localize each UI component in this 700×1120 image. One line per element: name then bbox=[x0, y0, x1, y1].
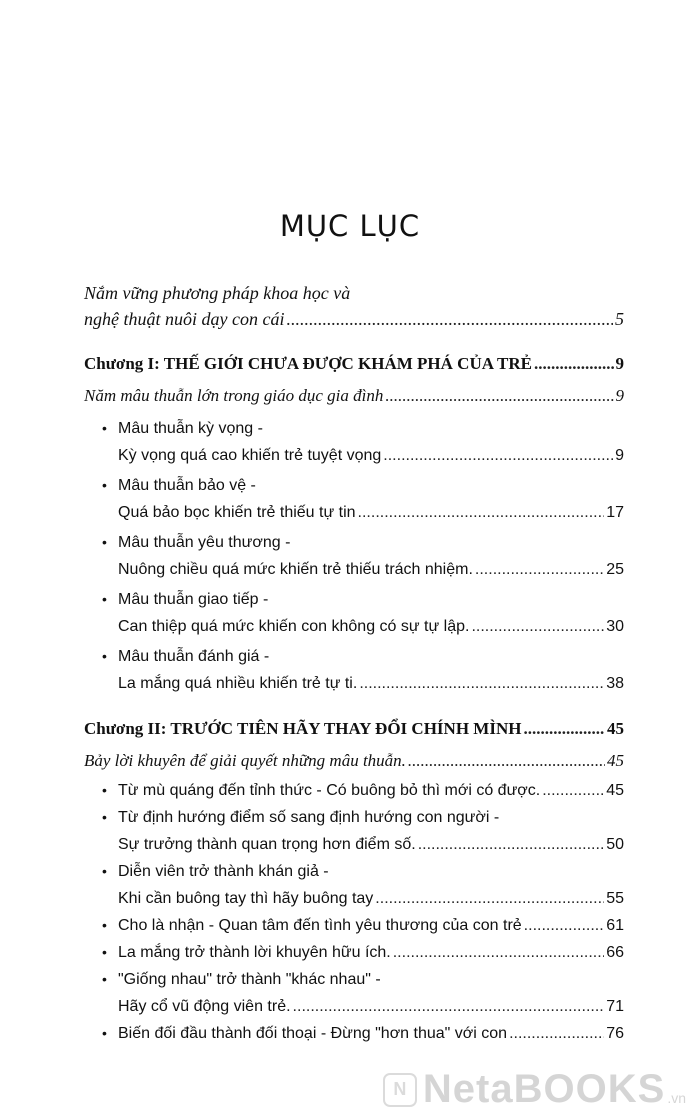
dot-leader bbox=[286, 306, 613, 332]
item-line1: Mâu thuẫn yêu thương - bbox=[118, 534, 291, 551]
bullet-icon: • bbox=[102, 917, 107, 933]
toc-item[interactable] bbox=[84, 939, 624, 966]
chapter-title: Chương II: TRƯỚC TIÊN HÃY THAY ĐỔI CHÍNH MÌNH bbox=[84, 719, 522, 738]
table-of-contents bbox=[84, 280, 624, 1047]
page-number: 9 bbox=[615, 386, 624, 405]
item-line2: Sự trưởng thành quan trọng hơn điểm số. bbox=[118, 836, 416, 853]
item-line1: Mâu thuẫn bảo vệ - bbox=[118, 477, 256, 494]
item-line2: Từ mù quáng đến tỉnh thức - Có buông bỏ thì mới có được. bbox=[118, 782, 541, 799]
item-line1: Từ định hướng điểm số sang định hướng con người - bbox=[118, 809, 500, 826]
bullet-icon: • bbox=[102, 944, 107, 960]
toc-item[interactable] bbox=[84, 415, 624, 469]
bullet-icon: • bbox=[102, 971, 107, 987]
item-line1: Mâu thuẫn kỳ vọng - bbox=[118, 420, 263, 437]
item-line2: La mắng trở thành lời khuyên hữu ích. bbox=[118, 944, 391, 961]
page-number: 38 bbox=[606, 675, 624, 692]
page-number: 45 bbox=[607, 719, 624, 738]
dot-leader bbox=[375, 885, 604, 912]
dot-leader bbox=[393, 939, 604, 966]
bullet-icon: • bbox=[102, 863, 107, 879]
toc-item[interactable] bbox=[84, 472, 624, 526]
item-line1: Mâu thuẫn đánh giá - bbox=[118, 648, 270, 665]
bullet-icon: • bbox=[102, 648, 107, 664]
page-number: 9 bbox=[615, 447, 624, 464]
dot-leader bbox=[542, 777, 604, 804]
toc-item[interactable] bbox=[84, 777, 624, 804]
toc-intro-line2: nghệ thuật nuôi dạy con cái bbox=[84, 309, 285, 329]
toc-intro-line2-row bbox=[84, 306, 624, 332]
section-title: Bảy lời khuyên để giải quyết những mâu thuẫn. bbox=[84, 751, 406, 770]
netabooks-watermark bbox=[383, 1067, 686, 1112]
item-line1: Diễn viên trở thành khán giả - bbox=[118, 863, 329, 880]
dot-leader bbox=[471, 613, 604, 640]
toc-item[interactable] bbox=[84, 858, 624, 912]
bullet-icon: • bbox=[102, 477, 107, 493]
chapter-title: Chương I: THẾ GIỚI CHƯA ĐƯỢC KHÁM PHÁ CỦA TRẺ bbox=[84, 354, 532, 373]
page-number: 45 bbox=[607, 751, 624, 770]
item-line2: Hãy cổ vũ động viên trẻ. bbox=[118, 998, 291, 1015]
toc-item[interactable] bbox=[84, 643, 624, 697]
page-number: 9 bbox=[615, 354, 624, 373]
toc-chapter-2[interactable] bbox=[84, 719, 624, 745]
page-number: 66 bbox=[606, 944, 624, 961]
toc-item[interactable] bbox=[84, 586, 624, 640]
toc-section-1[interactable] bbox=[84, 386, 624, 412]
dot-leader bbox=[358, 499, 605, 526]
bullet-icon: • bbox=[102, 591, 107, 607]
bullet-icon: • bbox=[102, 420, 107, 436]
watermark-brand: NetaBOOKS bbox=[422, 1067, 666, 1111]
toc-intro-entry[interactable] bbox=[84, 280, 624, 332]
dot-leader bbox=[524, 912, 605, 939]
toc-section-2[interactable] bbox=[84, 751, 624, 777]
item-line1: "Giống nhau" trở thành "khác nhau" - bbox=[118, 971, 381, 988]
bullet-icon: • bbox=[102, 809, 107, 825]
page-number: 50 bbox=[606, 836, 624, 853]
dot-leader bbox=[509, 1020, 604, 1047]
toc-item[interactable] bbox=[84, 966, 624, 1020]
section-title: Năm mâu thuẫn lớn trong giáo dục gia đình bbox=[84, 386, 384, 405]
dot-leader bbox=[359, 670, 604, 697]
page-title: MỤC LỤC bbox=[279, 209, 421, 244]
bullet-icon: • bbox=[102, 782, 107, 798]
toc-intro-line1: Nắm vững phương pháp khoa học và bbox=[84, 283, 351, 303]
page-number: 45 bbox=[606, 782, 624, 799]
toc-item[interactable] bbox=[84, 912, 624, 939]
toc-item[interactable] bbox=[84, 1020, 624, 1047]
bullet-icon: • bbox=[102, 1025, 107, 1041]
item-line2: Khi cần buông tay thì hãy buông tay bbox=[118, 890, 374, 907]
dot-leader bbox=[408, 751, 605, 771]
netabooks-logo-icon: N bbox=[383, 1073, 417, 1107]
page-number: 71 bbox=[606, 998, 624, 1015]
dot-leader bbox=[293, 993, 605, 1020]
toc-item[interactable] bbox=[84, 529, 624, 583]
watermark-tld: .vn bbox=[667, 1090, 686, 1106]
page-number: 17 bbox=[606, 504, 624, 521]
dot-leader bbox=[523, 719, 605, 739]
page-number: 76 bbox=[606, 1025, 624, 1042]
item-line2: Can thiệp quá mức khiến con không có sự tự lập. bbox=[118, 618, 470, 635]
page-number: 5 bbox=[615, 309, 624, 329]
dot-leader bbox=[383, 442, 613, 469]
dot-leader bbox=[475, 556, 604, 583]
item-line2: Quá bảo bọc khiến trẻ thiếu tự tin bbox=[118, 504, 356, 521]
item-line2: La mắng quá nhiều khiến trẻ tự ti. bbox=[118, 675, 358, 692]
bullet-icon: • bbox=[102, 534, 107, 550]
item-line2: Biến đối đầu thành đối thoại - Đừng "hơn thua" với con bbox=[118, 1025, 508, 1042]
item-line2: Nuông chiều quá mức khiến trẻ thiếu trách nhiệm. bbox=[118, 561, 473, 578]
dot-leader bbox=[534, 354, 614, 374]
dot-leader bbox=[418, 831, 605, 858]
item-line2: Kỳ vọng quá cao khiến trẻ tuyệt vọng bbox=[118, 447, 382, 464]
item-line1: Mâu thuẫn giao tiếp - bbox=[118, 591, 269, 608]
dot-leader bbox=[385, 386, 613, 406]
page-number: 25 bbox=[606, 561, 624, 578]
item-line2: Cho là nhận - Quan tâm đến tình yêu thương của con trẻ bbox=[118, 917, 522, 934]
toc-item[interactable] bbox=[84, 804, 624, 858]
page-number: 30 bbox=[606, 618, 624, 635]
page-number: 55 bbox=[606, 890, 624, 907]
toc-chapter-1[interactable] bbox=[84, 354, 624, 380]
page-number: 61 bbox=[606, 917, 624, 934]
